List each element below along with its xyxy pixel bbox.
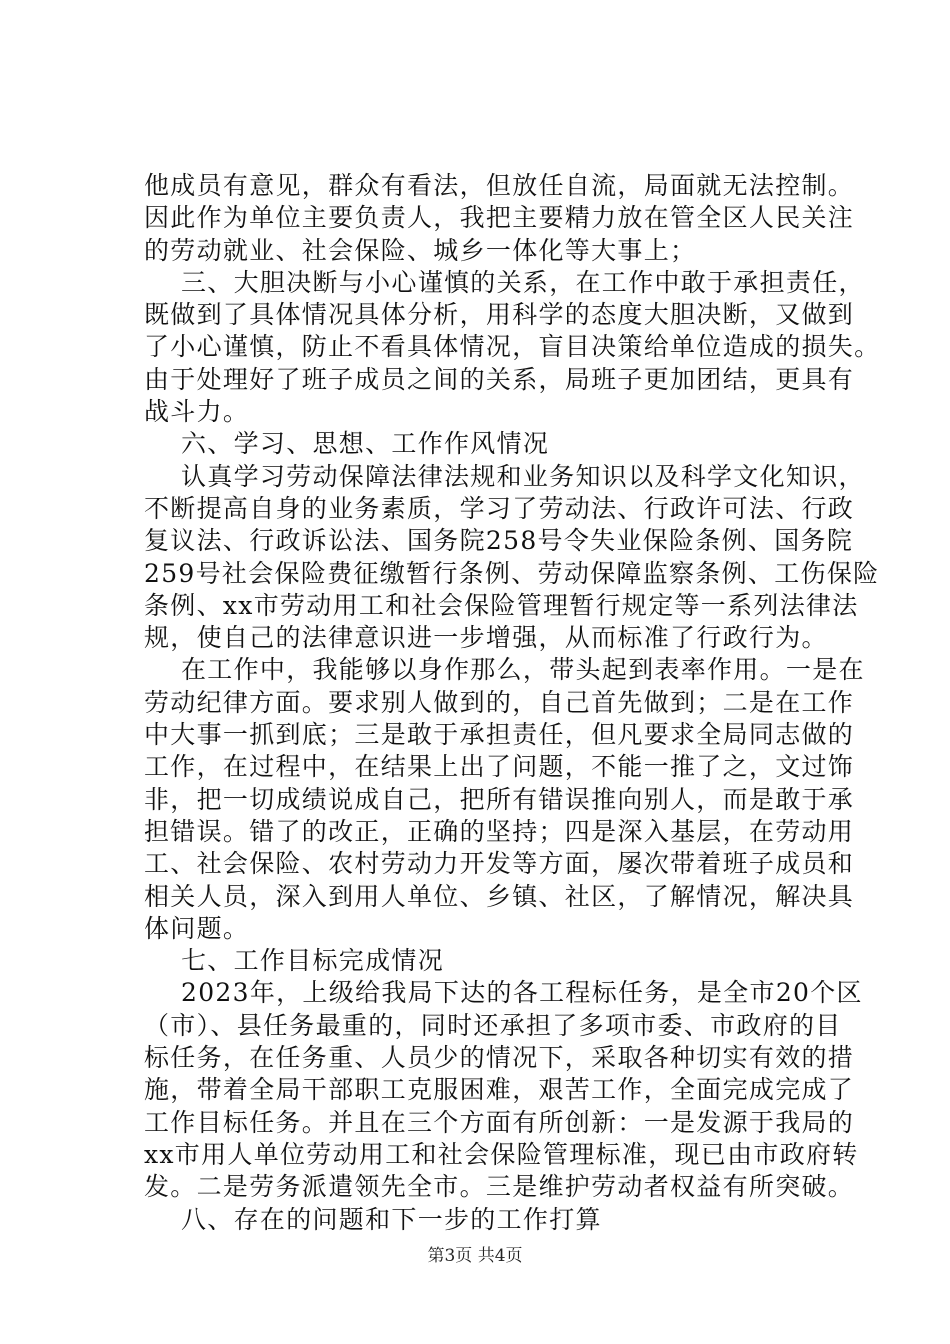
text-line: 非，把一切成绩说成自己，把所有错误推向别人，而是敢于承 (144, 784, 855, 814)
text-line: 他成员有意见，群众有看法，但放任自流，局面就无法控制。 (144, 171, 855, 200)
text-line: 发。二是劳务派遣领先全市。三是维护劳动者权益有所突破。 (144, 1172, 855, 1202)
text-line: 规，使自己的法律意识进一步增强，从而标准了行政行为。 (144, 623, 828, 653)
section-heading-seven: 七、工作目标完成情况 (181, 946, 445, 976)
section-heading-eight: 八、存在的问题和下一步的工作打算 (181, 1204, 602, 1234)
text-line: 了小心谨慎，防止不看具体情况，盲目决策给单位造成的损失。 (144, 332, 881, 362)
text-line: 施，带着全局干部职工克服困难，艰苦工作，全面完成完成了 (144, 1075, 855, 1105)
paragraph-start-line: 三、大胆决断与小心谨慎的关系，在工作中敢于承担责任， (181, 267, 865, 297)
text-line: 工作目标任务。并且在三个方面有所创新：一是发源于我局的 (144, 1107, 855, 1137)
text-line: 劳动纪律方面。要求别人做到的，自己首先做到；二是在工作 (144, 687, 855, 717)
text-line: 中大事一抓到底；三是敢于承担责任，但凡要求全局同志做的 (144, 720, 855, 750)
text-line: （市）、县任务最重的，同时还承担了多项市委、市政府的目 (144, 1010, 842, 1040)
text-line: 259号社会保险费征缴暂行条例、劳动保障监察条例、工伤保险 (144, 558, 880, 588)
text-line: 标任务，在任务重、人员少的情况下，采取各种切实有效的措 (144, 1043, 855, 1073)
text-line: 条例、xx市劳动用工和社会保险管理暂行规定等一系列法律法 (144, 590, 859, 620)
text-line: 的劳动就业、社会保险、城乡一体化等大事上； (144, 235, 697, 265)
paragraph-start-line: 2023年，上级给我局下达的各工程标任务，是全市20个区 (181, 978, 863, 1008)
page-number: 第3页 共4页 (427, 1246, 523, 1266)
text-line: 既做到了具体情况具体分析，用科学的态度大胆决断，又做到 (144, 300, 855, 330)
paragraph-start-line: 认真学习劳动保障法律法规和业务知识以及科学文化知识， (181, 461, 865, 491)
text-line: 复议法、行政诉讼法、国务院258号令失业保险条例、国务院 (144, 526, 854, 556)
text-line: 战斗力。 (144, 397, 250, 427)
document-body (144, 170, 881, 1236)
text-line: xx市用人单位劳动用工和社会保险管理标准，现已由市政府转 (144, 1139, 859, 1169)
paragraph-start-line: 在工作中，我能够以身作那么，带头起到表率作用。一是在 (181, 655, 865, 685)
section-heading-six: 六、学习、思想、工作作风情况 (181, 429, 550, 459)
text-line: 体问题。 (144, 913, 250, 943)
text-line: 工作，在过程中，在结果上出了问题，不能一推了之，文过饰 (144, 752, 855, 782)
text-line: 工、社会保险、农村劳动力开发等方面，屡次带着班子成员和 (144, 849, 855, 879)
text-line: 因此作为单位主要负责人，我把主要精力放在管全区人民关注 (144, 203, 855, 233)
text-line: 由于处理好了班子成员之间的关系，局班子更加团结，更具有 (144, 364, 855, 394)
text-line: 相关人员，深入到用人单位、乡镇、社区，了解情况，解决具 (144, 881, 855, 911)
text-line: 不断提高自身的业务素质，学习了劳动法、行政许可法、行政 (144, 493, 855, 523)
text-line: 担错误。错了的改正，正确的坚持；四是深入基层，在劳动用 (144, 816, 855, 846)
